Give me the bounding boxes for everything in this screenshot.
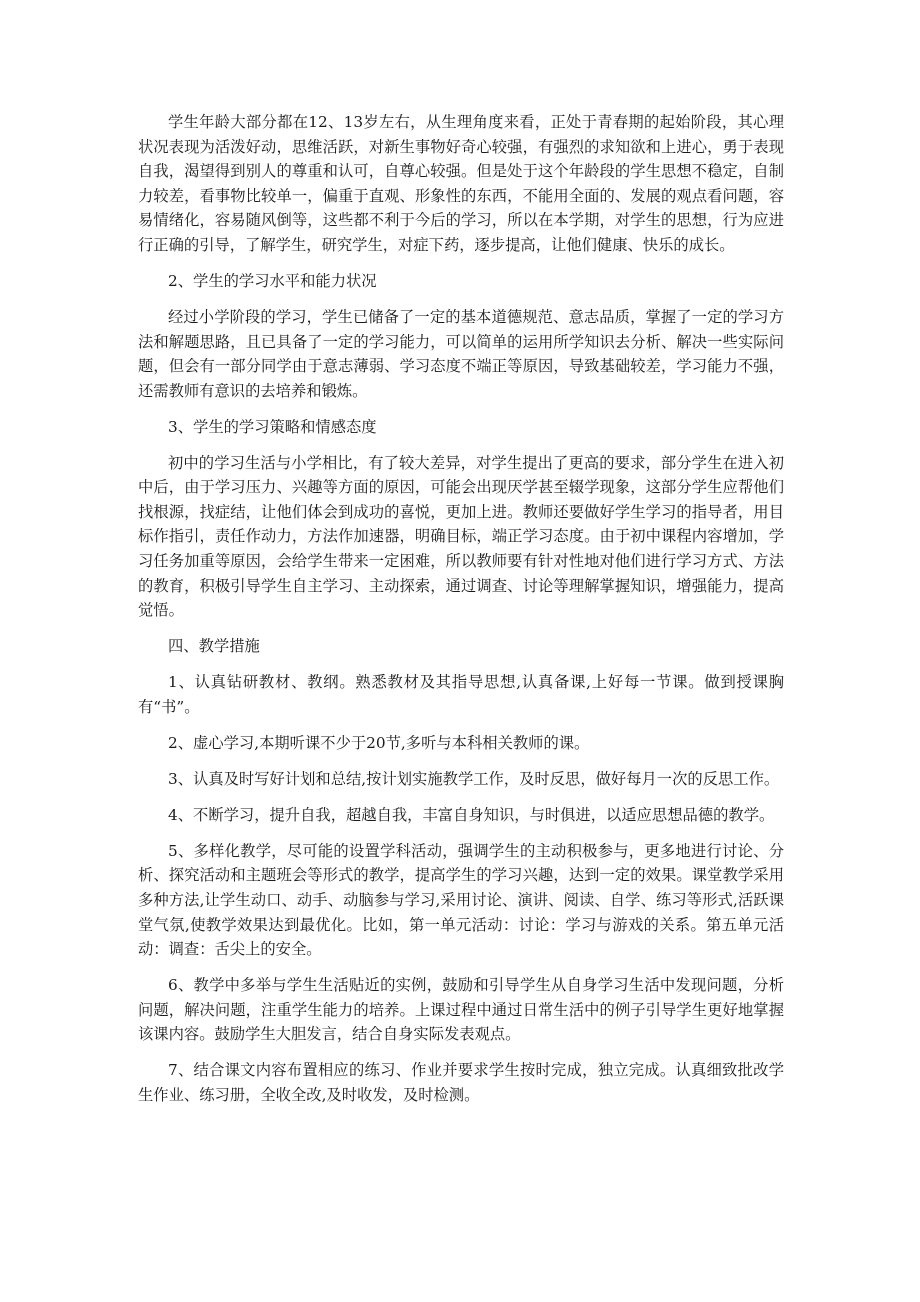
measure-item-2: 2、虚心学习,本期听课不少于20节,多听与本科相关教师的课。 [168,733,590,752]
document-body [138,110,784,1119]
paragraph-learning-level: 经过小学阶段的学习，学生已储备了一定的基本道德规范、意志品质，掌握了一定的学习方法和解题思路，且已具备了一定的学习能力，可以简单的运用所学知识去分析、解决一些实际问题，但会有一部分同学由于意志薄弱、学习态度不端正等原因，导致基础较差，学习能力不强，还需教师有意识的去培养和锻炼。 [138,307,784,400]
measure-item-1: 1、认真钻研教材、教纲。熟悉教材及其指导思想,认真备课,上好每一节课。做到授课胸有“书”。 [138,673,784,716]
measure-item-7: 7、结合课文内容布置相应的练习、作业并要求学生按时完成，独立完成。认真细致批改学生作业、练习册，全收全改,及时收发，及时检测。 [138,1061,784,1104]
measure-item-6: 6、教学中多举与学生生活贴近的实例，鼓励和引导学生从自身学习生活中发现问题，分析问题，解决问题，注重学生能力的培养。上课过程中通过日常生活中的例子引导学生更好地掌握该课内容。鼓励学生大胆发言，结合自身实际发表观点。 [138,976,784,1044]
measure-item-4: 4、不断学习，提升自我，超越自我，丰富自身知识，与时俱进，以适应思想品德的教学。 [168,805,775,824]
measure-item-3: 3、认真及时写好计划和总结,按计划实施教学工作，及时反思，做好每月一次的反思工作。 [168,769,780,788]
section-heading-learning-strategy: 3、学生的学习策略和情感态度 [168,417,377,436]
paragraph-student-age-psychology: 学生年龄大部分都在12、13岁左右，从生理角度来看，正处于青春期的起始阶段，其心理状况表现为活泼好动，思维活跃，对新生事物好奇心较强，有强烈的求知欲和上进心，勇于表现自我，渴望得到别人的尊重和认可，自尊心较强。但是处于这个年龄段的学生思想不稳定，自制力较差，看事物比较单一，偏重于直观、形象性的东西，不能用全面的、发展的观点看问题，容易情绪化，容易随风倒等，这些都不利于今后的学习，所以在本学期，对学生的思想，行为应进行正确的引导，了解学生，研究学生，对症下药，逐步提高，让他们健康、快乐的成长。 [138,113,784,254]
paragraph-learning-strategy: 初中的学习生活与小学相比，有了较大差异，对学生提出了更高的要求，部分学生在进入初中后，由于学习压力、兴趣等方面的原因，可能会出现厌学甚至辍学现象，这部分学生应帮他们找根源，找症结，让他们体会到成功的喜悦，更加上进。教师还要做好学生学习的指导者，用目标作指引，责任作动力，方法作加速器，明确目标，端正学习态度。由于初中课程内容增加，学习任务加重等原因，会给学生带来一定困难，所以教师要有针对性地对他们进行学习方式、方法的教育，积极引导学生自主学习、主动探索，通过调查、讨论等理解掌握知识，增强能力，提高觉悟。 [138,453,784,620]
measure-item-5: 5、多样化教学，尽可能的设置学科活动，强调学生的主动积极参与，更多地进行讨论、分析、探究活动和主题班会等形式的教学，提高学生的学习兴趣，达到一定的效果。课堂教学采用多种方法,让学生动口、动手、动脑参与学习,采用讨论、演讲、阅读、自学、练习等形式,活跃课堂气氛,使教学效果达到最优化。比如，第一单元活动：讨论：学习与游戏的关系。第五单元活动：调查：舌尖上的安全。 [138,841,784,959]
section-heading-teaching-measures: 四、教学措施 [168,637,260,656]
section-heading-learning-level: 2、学生的学习水平和能力状况 [168,271,377,290]
